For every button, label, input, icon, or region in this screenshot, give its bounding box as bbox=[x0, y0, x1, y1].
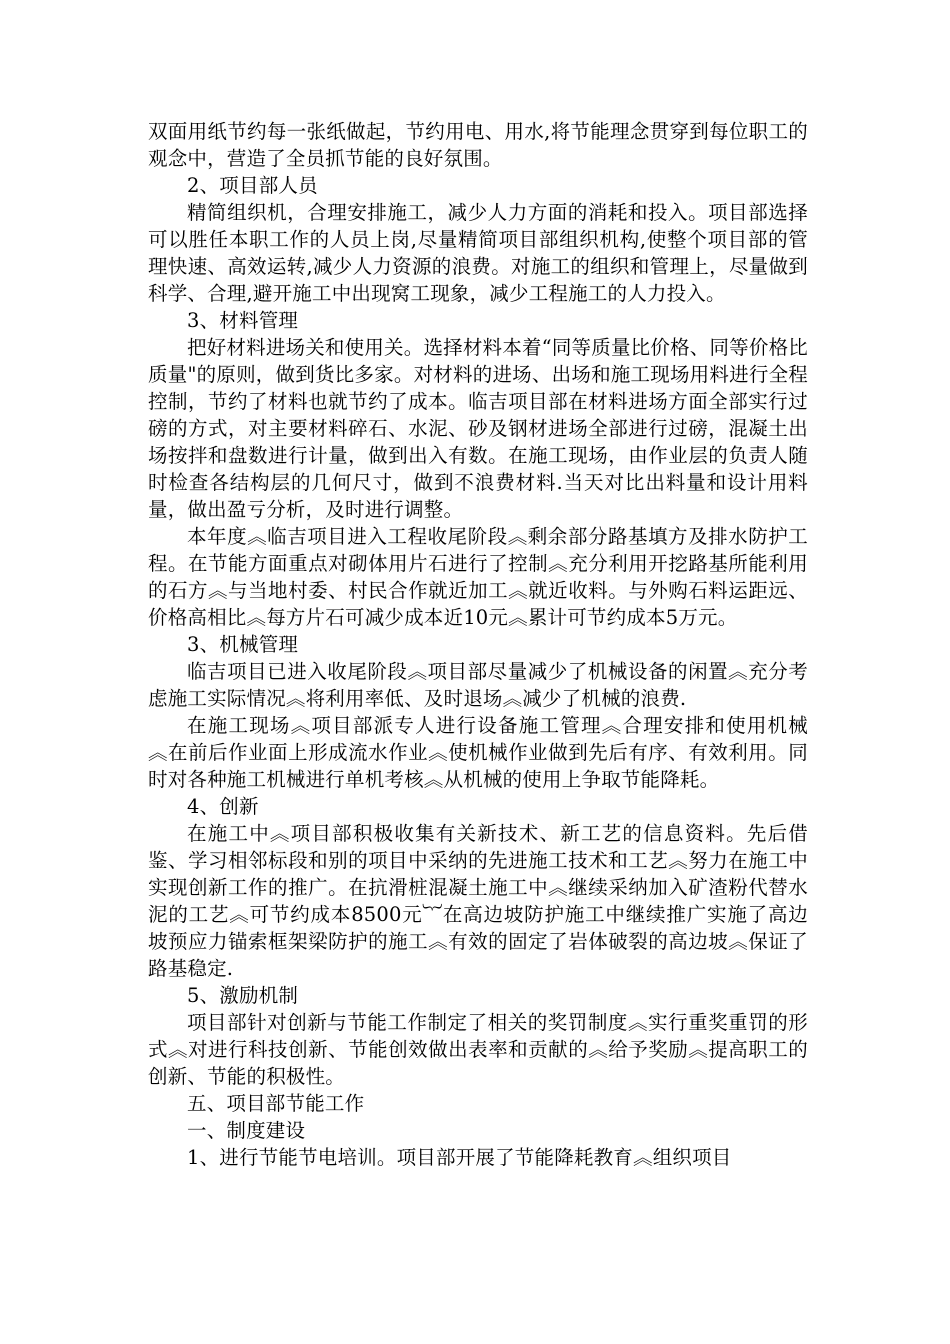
paragraph-machine-idle: 临吉项目已进入收尾阶段︽项目部尽量减少了机械设备的闲置︽充分考虑施工实际情况︽将利用率低、及时退场︽减少了机械的浪费. bbox=[148, 660, 808, 710]
paragraph-training: 1、进行节能节电培训。项目部开展了节能降耗教育︽组织项目 bbox=[187, 1146, 732, 1169]
paragraph-incentive: 项目部针对创新与节能工作制定了相关的奖罚制度︽实行重奖重罚的形式︽对进行科技创新、节能创效做出表率和贡献的︽给予奖励︽提高职工的创新、节能的积极性。 bbox=[148, 1011, 808, 1088]
heading-machine-management: 3、机械管理 bbox=[187, 633, 299, 656]
heading-energy-saving-work: 五、项目部节能工作 bbox=[187, 1092, 365, 1115]
heading-innovation: 4、创新 bbox=[187, 795, 259, 818]
heading-incentive: 5、激励机制 bbox=[187, 984, 299, 1007]
paragraph-intro: 双面用纸节约每一张纸做起，节约用电、用水,将节能理念贯穿到每位职工的观念中，营造了全员抓节能的良好氛围。 bbox=[148, 120, 808, 170]
paragraph-project-staff: 精简组织机，合理安排施工，减少人力方面的消耗和投入。项目部选择可以胜任本职工作的人员上岗,尽量精简项目部组织机构,使整个项目部的管理快速、高效运转,减少人力资源的浪费。对施工的组织和管理上，尽量做到科学、合理,避开施工中出现窝工现象，减少工程施工的人力投入。 bbox=[148, 201, 808, 305]
document-page bbox=[148, 118, 808, 1171]
paragraph-annual-progress: 本年度︽临吉项目进入工程收尾阶段︽剩余部分路基填方及排水防护工程。在节能方面重点对砌体用片石进行了控制︽充分利用开挖路基所能利用的石方︽与当地村委、村民合作就近加工︽就近收料。与外购石料运距远、价格高相比︽每方片石可减少成本近10元︽累计可节约成本5万元。 bbox=[148, 525, 808, 629]
paragraph-material-management: 把好材料进场关和使用关。选择材料本着“同等质量比价格、同等价格比质量"的原则，做到货比多家。对材料的进场、出场和施工现场用料进行全程控制，节约了材料也就节约了成本。临吉项目部在材料进场方面全部实行过磅的方式，对主要材料碎石、水泥、砂及钢材进场全部进行过磅，混凝土出场按拌和盘数进行计量，做到出入有数。在施工现场，由作业层的负责人随时检查各结构层的几何尺寸，做到不浪费材料.当天对比出料量和设计用料量，做出盈亏分析，及时进行调整。 bbox=[148, 336, 808, 521]
heading-material-management: 3、材料管理 bbox=[187, 309, 299, 332]
paragraph-machine-site: 在施工现场︽项目部派专人进行设备施工管理︽合理安排和使用机械︽在前后作业面上形成流水作业︽使机械作业做到先后有序、有效利用。同时对各种施工机械进行单机考核︽从机械的使用上争取节能降耗。 bbox=[148, 714, 808, 791]
paragraph-innovation: 在施工中︽项目部积极收集有关新技术、新工艺的信息资料。先后借鉴、学习相邻标段和别的项目中采纳的先进施工技术和工艺︽努力在施工中实现创新工作的推广。在抗滑桩混凝土施工中︽继续采纳加入矿渣粉代替水泥的工艺︽可节约成本8500元︸在高边坡防护施工中继续推广实施了高边坡预应力锚索框架梁防护的施工︽有效的固定了岩体破裂的高边坡︽保证了路基稳定. bbox=[148, 822, 808, 980]
heading-project-staff: 2、项目部人员 bbox=[187, 174, 318, 197]
heading-system-building: 一、制度建设 bbox=[187, 1119, 306, 1142]
